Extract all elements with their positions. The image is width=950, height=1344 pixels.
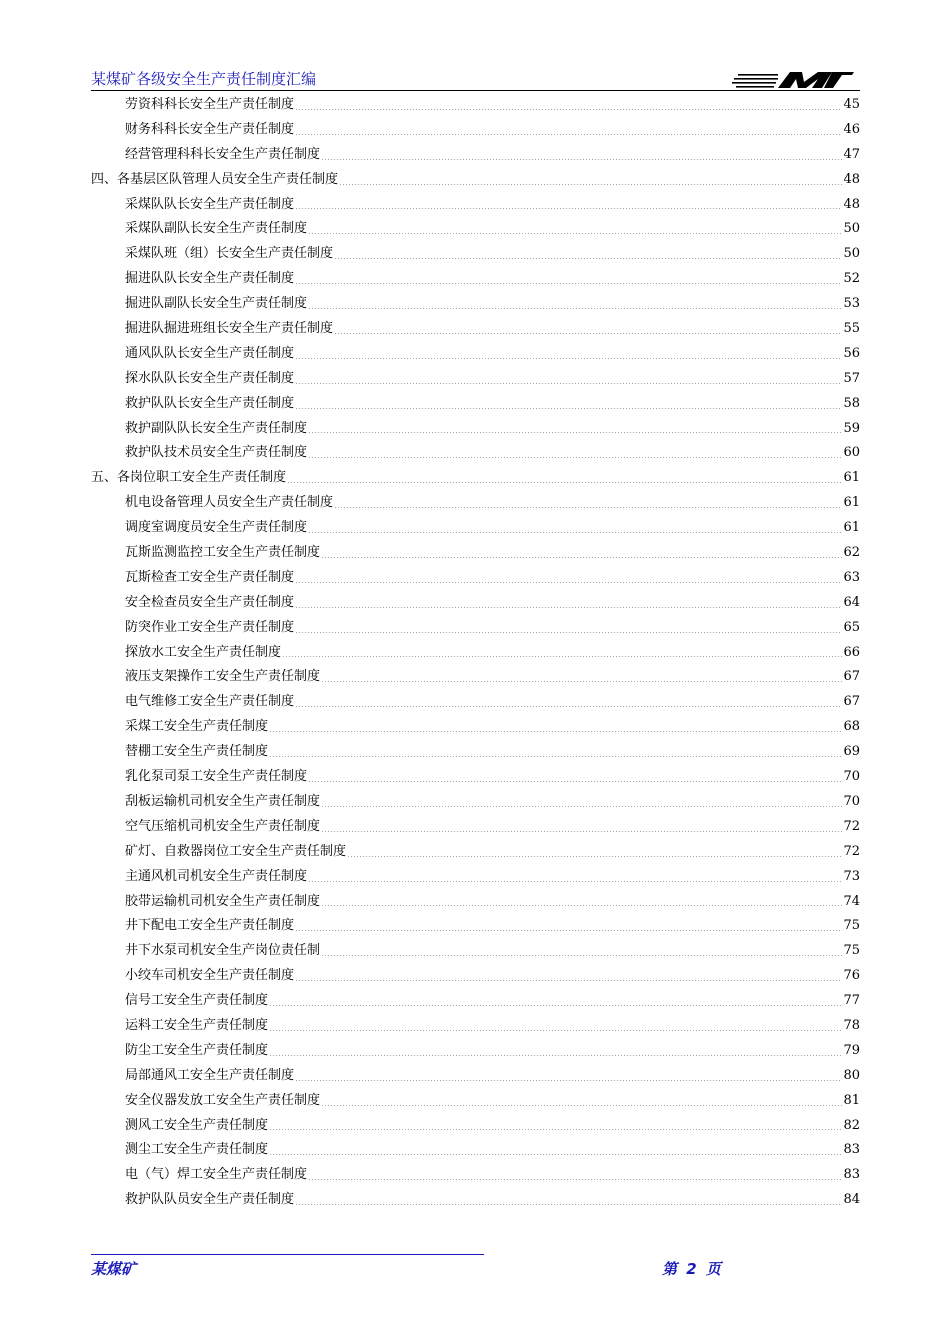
toc-entry-label: 局部通风工安全生产责任制度 <box>125 1067 295 1083</box>
toc-entry-label: 调度室调度员安全生产责任制度 <box>125 520 308 536</box>
toc-entry[interactable] <box>91 591 860 616</box>
toc-entry-label: 替棚工安全生产责任制度 <box>125 744 269 760</box>
toc-entry[interactable] <box>91 516 860 541</box>
toc-entry-label: 救护队技术员安全生产责任制度 <box>125 445 308 461</box>
toc-entry[interactable] <box>91 1014 860 1039</box>
toc-entry[interactable] <box>91 1089 860 1114</box>
toc-entry-page: 74 <box>843 893 860 909</box>
toc-dot-leader <box>321 905 842 906</box>
toc-dot-leader <box>282 656 842 657</box>
toc-entry-page: 67 <box>843 694 860 710</box>
toc-entry[interactable] <box>91 541 860 566</box>
toc-entry-page: 48 <box>843 196 860 212</box>
toc-entry-label: 掘进队副队长安全生产责任制度 <box>125 296 308 312</box>
toc-entry[interactable] <box>91 865 860 890</box>
toc-dot-leader <box>295 208 842 209</box>
toc-entry[interactable] <box>91 143 860 168</box>
toc-entry[interactable] <box>91 242 860 267</box>
toc-dot-leader <box>295 632 842 633</box>
toc-entry[interactable] <box>91 641 860 666</box>
toc-entry[interactable] <box>91 491 860 516</box>
toc-dot-leader <box>287 482 842 483</box>
toc-entry-page: 50 <box>843 221 860 237</box>
toc-dot-leader <box>269 1129 842 1130</box>
toc-entry-page: 80 <box>843 1067 860 1083</box>
toc-entry[interactable] <box>91 317 860 342</box>
toc-entry[interactable] <box>91 765 860 790</box>
toc-entry-page: 67 <box>843 669 860 685</box>
toc-entry-page: 46 <box>843 121 860 137</box>
toc-entry-label: 防尘工安全生产责任制度 <box>125 1042 269 1058</box>
toc-entry-label: 救护队队员安全生产责任制度 <box>125 1192 295 1208</box>
toc-entry-page: 75 <box>843 943 860 959</box>
toc-entry-label: 采煤队队长安全生产责任制度 <box>125 196 295 212</box>
toc-entry-page: 64 <box>843 594 860 610</box>
toc-dot-leader <box>321 557 842 558</box>
toc-entry-label: 电气维修工安全生产责任制度 <box>125 694 295 710</box>
toc-entry[interactable] <box>91 665 860 690</box>
toc-entry-label: 小绞车司机安全生产责任制度 <box>125 968 295 984</box>
toc-entry[interactable] <box>91 964 860 989</box>
toc-entry-label: 瓦斯检查工安全生产责任制度 <box>125 569 295 585</box>
toc-entry-label: 通风队队长安全生产责任制度 <box>125 345 295 361</box>
toc-entry-page: 81 <box>843 1092 860 1108</box>
toc-entry-label: 安全仪器发放工安全生产责任制度 <box>125 1092 321 1108</box>
toc-entry-page: 61 <box>843 495 860 511</box>
toc-dot-leader <box>321 831 842 832</box>
toc-entry-label: 井下水泵司机安全生产岗位责任制 <box>125 943 321 959</box>
toc-entry-label: 采煤队副队长安全生产责任制度 <box>125 221 308 237</box>
toc-dot-leader <box>295 134 842 135</box>
toc-entry-label: 瓦斯监测监控工安全生产责任制度 <box>125 545 321 561</box>
toc-entry-page: 65 <box>843 619 860 635</box>
toc-entry-page: 84 <box>843 1192 860 1208</box>
toc-entry[interactable] <box>91 118 860 143</box>
toc-dot-leader <box>295 980 842 981</box>
toc-entry[interactable] <box>91 1163 860 1188</box>
table-of-contents <box>91 93 860 1213</box>
toc-dot-leader <box>295 408 842 409</box>
toc-entry-page: 66 <box>843 644 860 660</box>
toc-entry-page: 48 <box>843 171 860 187</box>
toc-dot-leader <box>308 532 842 533</box>
toc-entry[interactable] <box>91 1064 860 1089</box>
toc-entry-page: 83 <box>843 1142 860 1158</box>
toc-entry-page: 60 <box>843 445 860 461</box>
toc-entry[interactable] <box>91 1138 860 1163</box>
toc-entry-label: 胶带运输机司机安全生产责任制度 <box>125 893 321 909</box>
toc-entry-label: 机电设备管理人员安全生产责任制度 <box>125 495 334 511</box>
toc-entry-page: 72 <box>843 843 860 859</box>
toc-entry[interactable] <box>91 441 860 466</box>
toc-entry-label: 测风工安全生产责任制度 <box>125 1117 269 1133</box>
toc-entry[interactable] <box>91 616 860 641</box>
toc-dot-leader <box>295 1080 842 1081</box>
toc-dot-leader <box>269 731 842 732</box>
toc-dot-leader <box>308 457 842 458</box>
toc-dot-leader <box>269 1154 842 1155</box>
toc-entry-page: 56 <box>843 345 860 361</box>
toc-dot-leader <box>321 681 842 682</box>
toc-entry-page: 75 <box>843 918 860 934</box>
toc-dot-leader <box>295 283 842 284</box>
toc-entry-page: 59 <box>843 420 860 436</box>
toc-entry-label: 液压支架操作工安全生产责任制度 <box>125 669 321 685</box>
toc-entry-page: 78 <box>843 1017 860 1033</box>
toc-dot-leader <box>321 955 842 956</box>
toc-dot-leader <box>295 582 842 583</box>
toc-entry-label: 测尘工安全生产责任制度 <box>125 1142 269 1158</box>
toc-entry-label: 安全检查员安全生产责任制度 <box>125 594 295 610</box>
toc-entry-label: 救护副队队长安全生产责任制度 <box>125 420 308 436</box>
toc-dot-leader <box>321 159 842 160</box>
toc-dot-leader <box>321 1105 842 1106</box>
toc-entry[interactable] <box>91 292 860 317</box>
toc-dot-leader <box>269 1005 842 1006</box>
toc-entry-page: 57 <box>843 370 860 386</box>
toc-entry[interactable] <box>91 342 860 367</box>
toc-dot-leader <box>334 333 842 334</box>
toc-dot-leader <box>295 930 842 931</box>
toc-entry-label: 矿灯、自救器岗位工安全生产责任制度 <box>125 843 347 859</box>
toc-dot-leader <box>321 806 842 807</box>
footer-company: 某煤矿 <box>91 1260 137 1278</box>
toc-entry-label: 经营管理科科长安全生产责任制度 <box>125 146 321 162</box>
toc-entry-page: 55 <box>843 321 860 337</box>
toc-dot-leader <box>269 1055 842 1056</box>
toc-dot-leader <box>308 308 842 309</box>
toc-dot-leader <box>347 856 842 857</box>
toc-entry-label: 探放水工安全生产责任制度 <box>125 644 282 660</box>
toc-dot-leader <box>269 1030 842 1031</box>
toc-entry[interactable] <box>91 193 860 218</box>
stylized-m-logo-icon <box>732 70 860 90</box>
toc-entry-page: 72 <box>843 818 860 834</box>
toc-dot-leader <box>295 1204 842 1205</box>
toc-entry[interactable] <box>91 890 860 915</box>
toc-entry-label: 采煤队班（组）长安全生产责任制度 <box>125 246 334 262</box>
toc-entry-page: 83 <box>843 1167 860 1183</box>
toc-dot-leader <box>339 184 842 185</box>
toc-dot-leader <box>269 756 842 757</box>
toc-entry[interactable] <box>91 367 860 392</box>
page-header <box>91 66 860 91</box>
header-title: 某煤矿各级安全生产责任制度汇编 <box>91 70 317 88</box>
toc-entry[interactable] <box>91 939 860 964</box>
toc-entry-label: 防突作业工安全生产责任制度 <box>125 619 295 635</box>
toc-entry-label: 劳资科科长安全生产责任制度 <box>125 97 295 112</box>
toc-entry-label: 掘进队队长安全生产责任制度 <box>125 271 295 287</box>
toc-entry[interactable] <box>91 815 860 840</box>
toc-entry-label: 五、各岗位职工安全生产责任制度 <box>91 470 287 486</box>
toc-entry-page: 82 <box>843 1117 860 1133</box>
toc-entry-label: 运料工安全生产责任制度 <box>125 1017 269 1033</box>
toc-entry-page: 70 <box>843 769 860 785</box>
toc-entry[interactable] <box>91 740 860 765</box>
toc-dot-leader <box>295 358 842 359</box>
toc-entry[interactable] <box>91 690 860 715</box>
toc-entry-label: 探水队队长安全生产责任制度 <box>125 370 295 386</box>
toc-entry-label: 采煤工安全生产责任制度 <box>125 719 269 735</box>
footer-page-number: 第 2 页 <box>662 1260 721 1278</box>
toc-entry[interactable] <box>91 715 860 740</box>
toc-entry-page: 62 <box>843 545 860 561</box>
footer-divider <box>91 1254 484 1255</box>
toc-dot-leader <box>334 507 842 508</box>
toc-dot-leader <box>308 432 842 433</box>
toc-entry-page: 47 <box>843 146 860 162</box>
toc-section-heading[interactable] <box>91 466 860 491</box>
toc-entry[interactable] <box>91 217 860 242</box>
toc-entry[interactable] <box>91 1188 860 1213</box>
toc-dot-leader <box>295 706 842 707</box>
toc-entry-label: 电（气）焊工安全生产责任制度 <box>125 1167 308 1183</box>
toc-entry-label: 四、各基层区队管理人员安全生产责任制度 <box>91 171 339 187</box>
toc-dot-leader <box>308 1179 842 1180</box>
toc-dot-leader <box>308 781 842 782</box>
toc-entry-label: 救护队队长安全生产责任制度 <box>125 395 295 411</box>
toc-section-heading[interactable] <box>91 168 860 193</box>
toc-entry-label: 掘进队掘进班组长安全生产责任制度 <box>125 321 334 337</box>
toc-entry-label: 乳化泵司泵工安全生产责任制度 <box>125 769 308 785</box>
toc-entry-page: 63 <box>843 569 860 585</box>
toc-entry[interactable] <box>91 417 860 442</box>
toc-dot-leader <box>295 109 842 110</box>
toc-entry-page: 70 <box>843 793 860 809</box>
toc-entry-page: 61 <box>843 470 860 486</box>
toc-dot-leader <box>295 383 842 384</box>
toc-entry[interactable] <box>91 1114 860 1139</box>
toc-entry-page: 77 <box>843 993 860 1009</box>
toc-dot-leader <box>334 258 842 259</box>
toc-entry-page: 58 <box>843 395 860 411</box>
toc-entry-label: 主通风机司机安全生产责任制度 <box>125 868 308 884</box>
toc-entry-label: 信号工安全生产责任制度 <box>125 993 269 1009</box>
toc-entry[interactable] <box>91 267 860 292</box>
toc-entry[interactable] <box>91 566 860 591</box>
toc-entry-label: 刮板运输机司机安全生产责任制度 <box>125 793 321 809</box>
toc-dot-leader <box>295 607 842 608</box>
toc-entry[interactable] <box>91 914 860 939</box>
toc-entry-page: 73 <box>843 868 860 884</box>
toc-entry-label: 井下配电工安全生产责任制度 <box>125 918 295 934</box>
toc-entry[interactable] <box>91 93 860 118</box>
toc-entry-page: 79 <box>843 1042 860 1058</box>
toc-dot-leader <box>308 233 842 234</box>
toc-entry-page: 76 <box>843 968 860 984</box>
toc-entry[interactable] <box>91 989 860 1014</box>
toc-entry[interactable] <box>91 392 860 417</box>
toc-entry-page: 45 <box>843 97 860 112</box>
toc-entry[interactable] <box>91 790 860 815</box>
toc-dot-leader <box>308 881 842 882</box>
toc-entry-page: 69 <box>843 744 860 760</box>
toc-entry-label: 财务科科长安全生产责任制度 <box>125 121 295 137</box>
toc-entry-page: 52 <box>843 271 860 287</box>
toc-entry-label: 空气压缩机司机安全生产责任制度 <box>125 818 321 834</box>
toc-entry-page: 53 <box>843 296 860 312</box>
toc-entry[interactable] <box>91 1039 860 1064</box>
toc-entry-page: 61 <box>843 520 860 536</box>
toc-entry[interactable] <box>91 840 860 865</box>
toc-entry-page: 50 <box>843 246 860 262</box>
toc-entry-page: 68 <box>843 719 860 735</box>
